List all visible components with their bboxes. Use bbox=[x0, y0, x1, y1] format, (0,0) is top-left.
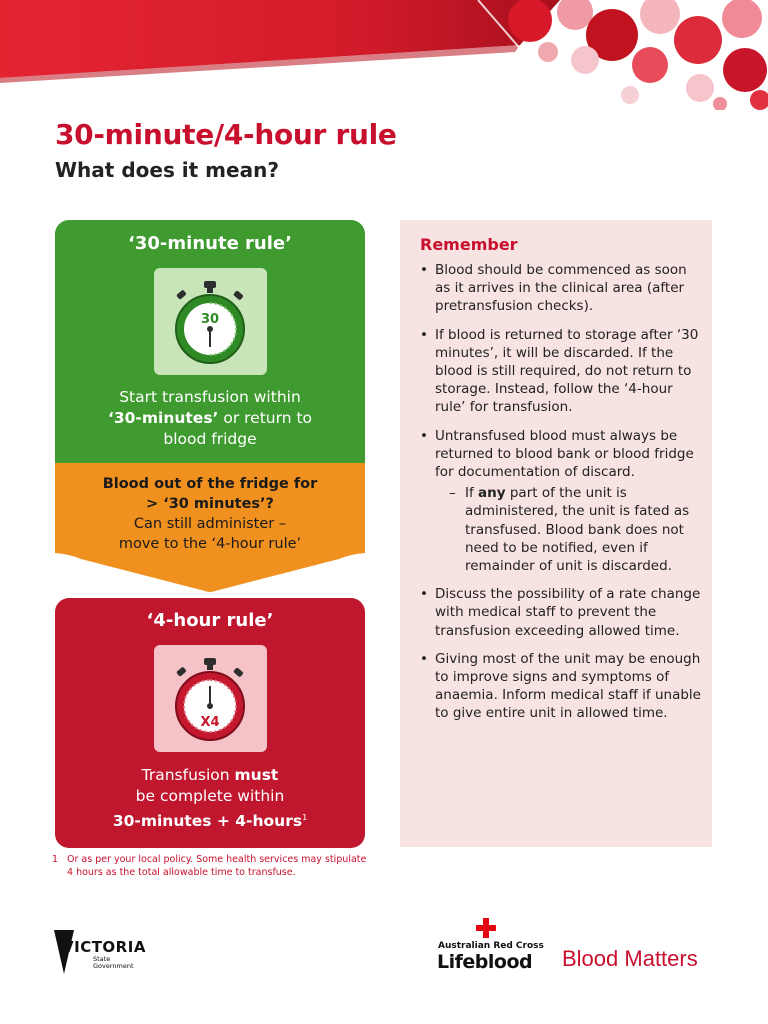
victoria-logo-subtitle bbox=[93, 956, 134, 970]
remember-sub-item bbox=[435, 484, 705, 575]
thirty-minute-rule-heading: ‘30-minute rule’ bbox=[128, 233, 292, 254]
footnote-number: 1 bbox=[52, 854, 59, 865]
header-banner bbox=[0, 0, 768, 110]
remember-item: • If blood is returned to storage after ‘30 minutes’, it will be discarded. If the blood is still required, do not return to storage. Instead, follow the ‘4-hour rule’ for transfusion. bbox=[420, 326, 705, 417]
red-cross-logo-small-text: Australian Red Cross bbox=[438, 941, 544, 951]
orange-box-text bbox=[55, 474, 365, 554]
stopwatch-x4-icon bbox=[154, 645, 267, 752]
footnote-reference: 1 bbox=[302, 813, 308, 822]
remember-panel bbox=[400, 220, 712, 847]
footnote bbox=[52, 853, 372, 879]
victoria-logo-sub1: State bbox=[93, 955, 111, 963]
remember-item: • Discuss the possibility of a rate change with medical staff to prevent the transfusion exceeding allowed time. bbox=[420, 585, 705, 640]
four-hour-rule-heading: ‘4-hour rule’ bbox=[146, 610, 274, 631]
four-hour-text-before-bold: Transfusion bbox=[141, 766, 235, 784]
remember-item: • Blood should be commenced as soon as it arrives in the clinical area (after pretransfusion checks). bbox=[420, 261, 705, 316]
thirty-minute-rule-card bbox=[55, 220, 365, 463]
orange-box-bold-line1: Blood out of the fridge for bbox=[102, 476, 318, 492]
four-hour-text-line3: 30-minutes + 4-hours bbox=[112, 812, 303, 831]
thirty-minute-text-line3: blood fridge bbox=[163, 430, 257, 448]
page-subtitle: What does it mean? bbox=[55, 158, 279, 182]
sub-item-before-bold: If bbox=[465, 485, 479, 502]
sub-item-dash: – bbox=[449, 485, 456, 502]
remember-list bbox=[420, 261, 705, 733]
four-hour-rule-card bbox=[55, 598, 365, 848]
four-hour-text-line2: be complete within bbox=[135, 787, 285, 805]
orange-box-bold-line2: > ‘30 minutes’? bbox=[146, 496, 274, 512]
remember-item: • Giving most of the unit may be enough to improve signs and symptoms of anaemia. Inform medical staff if unable to give entire unit in allowed time. bbox=[420, 650, 705, 723]
four-hour-text-bold: must bbox=[234, 766, 279, 784]
thirty-minute-text-line1: Start transfusion within bbox=[119, 388, 301, 406]
remember-heading: Remember bbox=[420, 235, 518, 254]
page-title: 30-minute/4-hour rule bbox=[55, 118, 397, 151]
victoria-logo-name: VICTORIA bbox=[62, 938, 146, 956]
blood-matters-logo: Blood Matters bbox=[562, 946, 698, 971]
stopwatch-30-label: 30 bbox=[200, 311, 220, 327]
victoria-logo-sub2: Government bbox=[93, 962, 134, 970]
footnote-text: Or as per your local policy. Some health services may stipulate 4 hours as the total allowable time to transfuse. bbox=[67, 854, 367, 878]
sub-item-bold: any bbox=[478, 485, 506, 502]
red-cross-icon bbox=[476, 918, 496, 938]
remember-item-text: Untransfused blood must always be returned to blood bank or blood fridge for documentation of discard. bbox=[435, 427, 694, 481]
thirty-minute-text-bold: ‘30-minutes’ bbox=[107, 409, 219, 427]
four-hour-rule-text bbox=[55, 765, 365, 832]
thirty-minute-rule-text bbox=[55, 387, 365, 450]
remember-item bbox=[420, 427, 705, 576]
sub-item-after-bold: part of the unit is administered, the unit is fated as transfused. Blood bank does not need to be notified, even if remainder of unit is discarded. bbox=[465, 485, 690, 575]
lifeblood-logo-text: Lifeblood bbox=[437, 951, 533, 973]
stopwatch-30-icon bbox=[154, 268, 267, 375]
orange-box-line4: move to the ‘4-hour rule’ bbox=[118, 536, 302, 552]
thirty-minute-text-after-bold: or return to bbox=[218, 409, 313, 427]
stopwatch-x4-label: X4 bbox=[200, 714, 220, 730]
orange-box-line3: Can still administer – bbox=[133, 516, 287, 532]
